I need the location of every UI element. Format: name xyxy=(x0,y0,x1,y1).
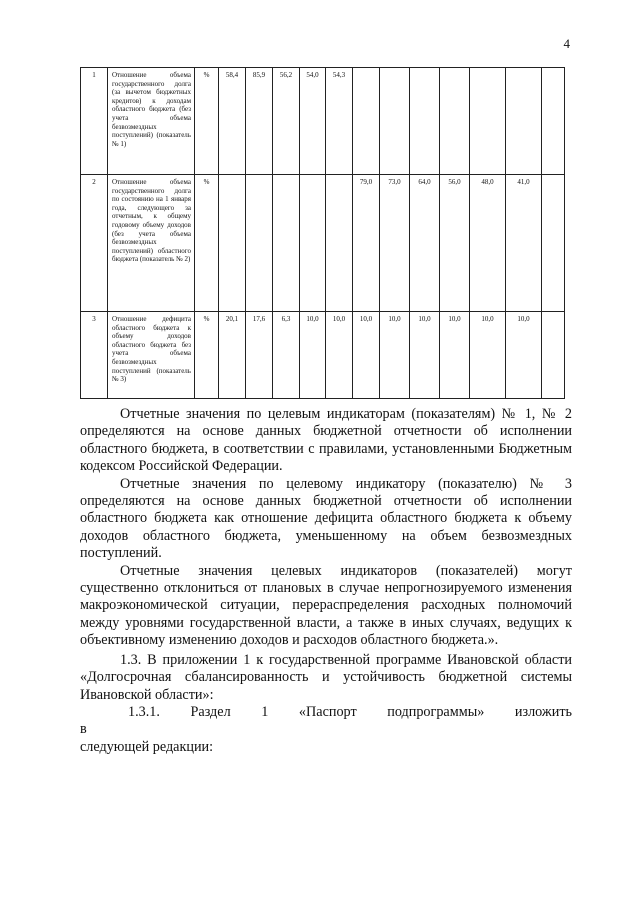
value-cell: 17,6 xyxy=(246,312,273,399)
value-cell: 64,0 xyxy=(410,175,440,312)
value-cell: 73,0 xyxy=(380,175,410,312)
unit-cell: % xyxy=(195,175,219,312)
value-cell: 56,2 xyxy=(273,68,300,175)
paragraph-item-1-3: 1.3. В приложении 1 к государственной программе Ивановской области «Долгосрочная сбалансированность и устойчивость бюджетной системы Ивановской области»: xyxy=(80,651,572,703)
value-cell xyxy=(219,175,246,312)
value-cell: 58,4 xyxy=(219,68,246,175)
table-row xyxy=(81,175,565,312)
paragraph-item-1-3-1-cont: следующей редакции: xyxy=(80,738,214,755)
indicators-table-body xyxy=(81,68,565,399)
empty-cell xyxy=(542,68,565,175)
paragraph-indicators-1-2: Отчетные значения по целевым индикаторам (показателям) № 1, № 2 определяются на основе данных бюджетной отчетности об исполнении областного бюджета, в соответствии с правилами, установленными Бюджетным кодексом Российской Федерации. xyxy=(80,406,572,475)
indicator-description-cell: Отношение дефицита областного бюджета к объему доходов областного бюджета без учета объема безвозмездных поступлений (показатель № 3) xyxy=(108,312,195,399)
value-cell xyxy=(440,68,470,175)
paragraph-indicator-3: Отчетные значения по целевому индикатору (показателю) № 3 определяются на основе данных бюджетной отчетности об исполнении областного бюджета как отношение дефицита областного бюджета к объему доходов областного бюджета, уменьшенному на объем безвозмездных поступлений. xyxy=(80,475,572,562)
page-number: 4 xyxy=(563,36,570,51)
value-cell: 10,0 xyxy=(326,312,353,399)
value-cell xyxy=(326,175,353,312)
row-number-cell: 3 xyxy=(81,312,108,399)
value-cell: 48,0 xyxy=(470,175,506,312)
indicator-description-cell: Отношение объема государственного долга по состоянию на 1 января года, следующего за отчетным, к общему годовому объему доходов (без учета объема безвозмездных поступлений) областного бюджета (показатель № 2) xyxy=(108,175,195,312)
value-cell: 10,0 xyxy=(300,312,326,399)
value-cell: 54,0 xyxy=(300,68,326,175)
value-cell: 10,0 xyxy=(470,312,506,399)
value-cell: 20,1 xyxy=(219,312,246,399)
value-cell xyxy=(470,68,506,175)
value-cell xyxy=(246,175,273,312)
value-cell: 41,0 xyxy=(506,175,542,312)
value-cell xyxy=(353,68,380,175)
value-cell: 10,0 xyxy=(410,312,440,399)
value-cell xyxy=(506,68,542,175)
indicators-table xyxy=(80,67,565,399)
item-1-3-1-line1: 1.3.1. Раздел 1 «Паспорт подпрограммы» изложить в xyxy=(80,703,572,738)
value-cell: 10,0 xyxy=(440,312,470,399)
value-cell xyxy=(410,68,440,175)
body-text xyxy=(80,406,572,756)
row-number-cell: 2 xyxy=(81,175,108,312)
paragraph-deviation: Отчетные значения целевых индикаторов (показателей) могут существенно отклониться от плановых в случае непрогнозируемого изменения макроэкономической ситуации, перераспределения расходных полномочий между уровнями государственной власти, а также в иных случаях, ведущих к объективному изменению доходов и расходов областного бюджета.». xyxy=(80,562,572,649)
value-cell: 10,0 xyxy=(380,312,410,399)
value-cell: 10,0 xyxy=(353,312,380,399)
value-cell: 85,9 xyxy=(246,68,273,175)
value-cell xyxy=(380,68,410,175)
row-number-cell: 1 xyxy=(81,68,108,175)
value-cell: 56,0 xyxy=(440,175,470,312)
value-cell xyxy=(300,175,326,312)
value-cell xyxy=(273,175,300,312)
unit-cell: % xyxy=(195,312,219,399)
value-cell: 79,0 xyxy=(353,175,380,312)
paragraph-item-1-3-1 xyxy=(80,704,572,739)
empty-cell xyxy=(542,175,565,312)
value-cell: 10,0 xyxy=(506,312,542,399)
indicator-description-cell: Отношение объема государственного долга (за вычетом бюджетных кредитов) к доходам областного бюджета (без учета объема безвозмездных поступлений) (показатель № 1) xyxy=(108,68,195,175)
empty-cell xyxy=(542,312,565,399)
value-cell: 54,3 xyxy=(326,68,353,175)
unit-cell: % xyxy=(195,68,219,175)
table-row xyxy=(81,312,565,399)
table-row xyxy=(81,68,565,175)
value-cell: 6,3 xyxy=(273,312,300,399)
